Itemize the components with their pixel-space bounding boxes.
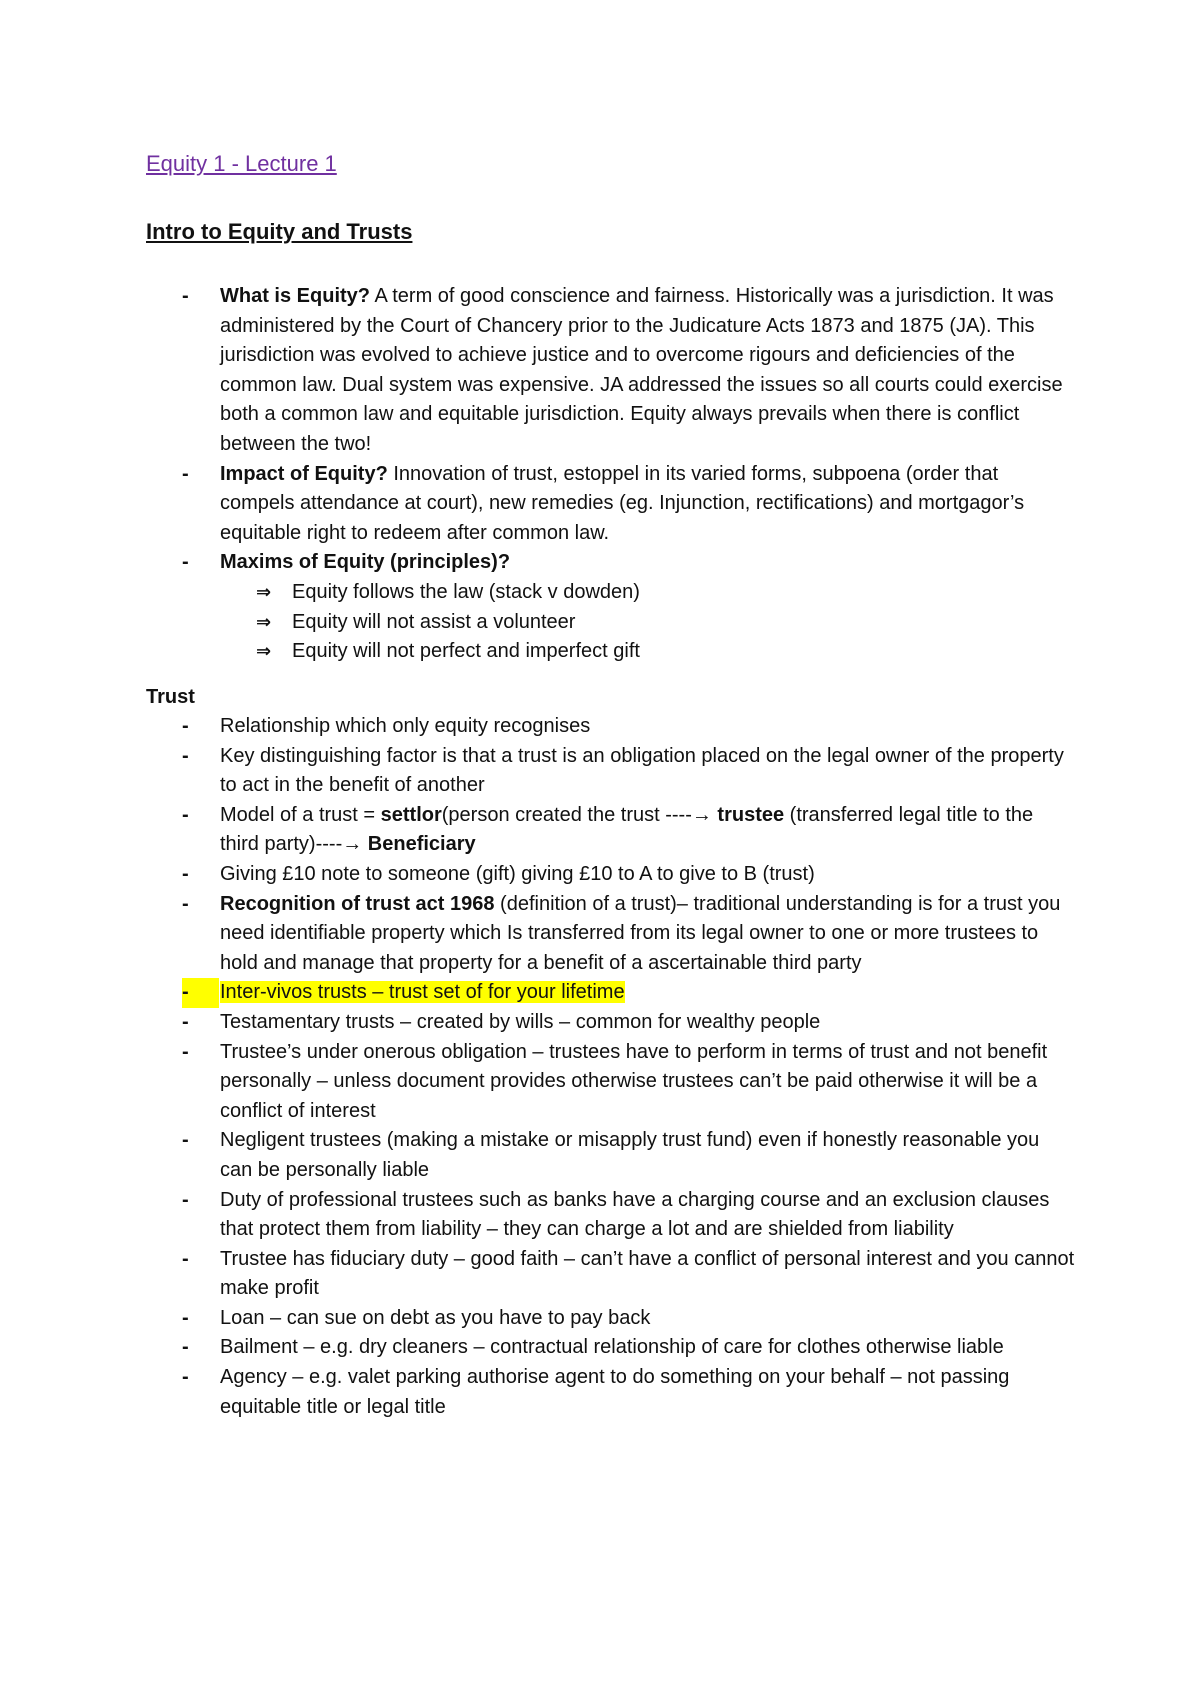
bullet-dash: - <box>182 862 189 885</box>
right-arrow-icon: → <box>342 833 363 856</box>
item-text-mid: (person created the trust ---- <box>441 803 692 826</box>
list-item <box>146 712 1076 742</box>
item-text: (definition of a trust)– traditional understanding is for a trust you need identifiable property which Is transferred from its legal owner to one or more trustees to hold and manage that property for a benefit of a ascertainable third party <box>220 892 1061 974</box>
item-text: Innovation of trust, estoppel in its varied forms, subpoena (order that compels attendance at court), new remedies (eg. Injunction, rectifications) and mortgagor’s equitable right to redeem after common law. <box>220 462 1025 544</box>
maxim-text: Equity will not perfect and imperfect gift <box>292 640 640 663</box>
item-text: Negligent trustees (making a mistake or misapply trust fund) even if honestly reasonable you can be personally liable <box>220 1129 1040 1181</box>
list-item-highlighted <box>146 978 1076 1008</box>
bullet-dash: - <box>182 1366 189 1389</box>
bullet-dash: - <box>182 1010 189 1033</box>
item-text: Giving £10 note to someone (gift) giving £10 to A to give to B (trust) <box>220 862 815 885</box>
maxim-text: Equity will not assist a volunteer <box>292 610 576 633</box>
double-arrow-icon: ⇒ <box>256 611 272 633</box>
item-text: Loan – can sue on debt as you have to pay back <box>220 1306 651 1329</box>
list-item <box>146 1333 1076 1363</box>
item-text: Testamentary trusts – created by wills – common for wealthy people <box>220 1010 821 1033</box>
highlighted-text: Inter-vivos trusts – trust set of for your lifetime <box>220 981 625 1004</box>
bullet-dash: - <box>182 978 219 1008</box>
right-arrow-icon: → <box>691 803 712 826</box>
bullet-dash: - <box>182 892 189 915</box>
list-item <box>146 1363 1076 1422</box>
item-text: Key distinguishing factor is that a trust is an obligation placed on the legal owner of the property to act in the benefit of another <box>220 744 1064 797</box>
bullet-dash: - <box>182 285 189 307</box>
item-text: A term of good conscience and fairness. Historically was a jurisdiction. It was administered by the Court of Chancery prior to the Judicature Acts 1873 and 1875 (JA). This jurisdiction was evolved to achieve justice and to overcome rigours and deficiencies of the common law. Dual system was expensive. JA addressed the issues so all courts could exercise both a common law and equitable jurisdiction. Equity always prevails when there is conflict between the two! <box>220 285 1063 455</box>
item-text: Trustee’s under onerous obligation – trustees have to perform in terms of trust and not benefit personally – unless document provides otherwise trustees can’t be paid otherwise it will be a conflict of interest <box>220 1040 1048 1122</box>
settlor-term: settlor <box>380 803 442 826</box>
maxim-item <box>220 608 1076 638</box>
item-text: Relationship which only equity recognises <box>220 715 591 737</box>
bullet-dash: - <box>182 744 189 767</box>
list-item <box>146 890 1076 979</box>
item-text: Duty of professional trustees such as banks have a charging course and an exclusion clauses that protect them from liability – they can charge a lot and are shielded from liability <box>220 1188 1050 1241</box>
trust-section-label: Trust <box>146 686 195 708</box>
bullet-dash: - <box>182 1129 189 1152</box>
list-item <box>146 282 1076 460</box>
maxims-list <box>220 578 1076 667</box>
list-item <box>146 460 1076 549</box>
item-heading: Maxims of Equity (principles)? <box>220 551 511 574</box>
bullet-dash: - <box>182 1188 189 1211</box>
bullet-dash: - <box>182 462 189 485</box>
item-text-pre: Model of a trust = <box>220 803 381 826</box>
bullet-dash: - <box>182 1040 189 1063</box>
trustee-term: trustee <box>711 803 785 826</box>
list-item <box>146 1126 1076 1185</box>
bullet-dash: - <box>182 1336 189 1359</box>
list-item <box>146 1245 1076 1304</box>
list-item <box>146 1038 1076 1127</box>
list-item <box>146 1008 1076 1038</box>
item-heading: Recognition of trust act 1968 <box>220 892 495 915</box>
item-text: Agency – e.g. valet parking authorise agent to do something on your behalf – not passing equitable title or legal title <box>220 1366 1010 1418</box>
list-item <box>146 1186 1076 1245</box>
trust-bullet-list <box>146 712 1076 1422</box>
maxim-item <box>220 637 1076 667</box>
double-arrow-icon: ⇒ <box>256 581 272 603</box>
item-text-post: (transferred legal title to the third party)---- <box>220 803 1034 856</box>
maxim-item <box>220 578 1076 608</box>
double-arrow-icon: ⇒ <box>256 641 272 663</box>
equity-bullet-list <box>146 282 1076 667</box>
list-item <box>146 742 1076 801</box>
item-text: Bailment – e.g. dry cleaners – contractual relationship of care for clothes otherwise liable <box>220 1336 1004 1359</box>
beneficiary-term: Beneficiary <box>362 833 476 856</box>
bullet-dash: - <box>182 715 189 737</box>
list-item <box>146 860 1076 890</box>
item-heading: Impact of Equity? <box>220 462 388 485</box>
list-item <box>146 548 1076 666</box>
list-item <box>146 801 1076 860</box>
document-title: Equity 1 - Lecture 1 <box>146 151 337 176</box>
section-heading: Intro to Equity and Trusts <box>146 219 413 244</box>
list-item <box>146 1304 1076 1334</box>
maxim-text: Equity follows the law (stack v dowden) <box>292 580 640 603</box>
item-heading: What is Equity? <box>220 285 370 307</box>
bullet-dash: - <box>182 1306 189 1329</box>
bullet-dash: - <box>182 1247 189 1270</box>
bullet-dash: - <box>182 803 189 826</box>
bullet-dash: - <box>182 551 189 574</box>
item-text: Trustee has fiduciary duty – good faith – can’t have a conflict of personal interest and you cannot make profit <box>220 1247 1075 1300</box>
